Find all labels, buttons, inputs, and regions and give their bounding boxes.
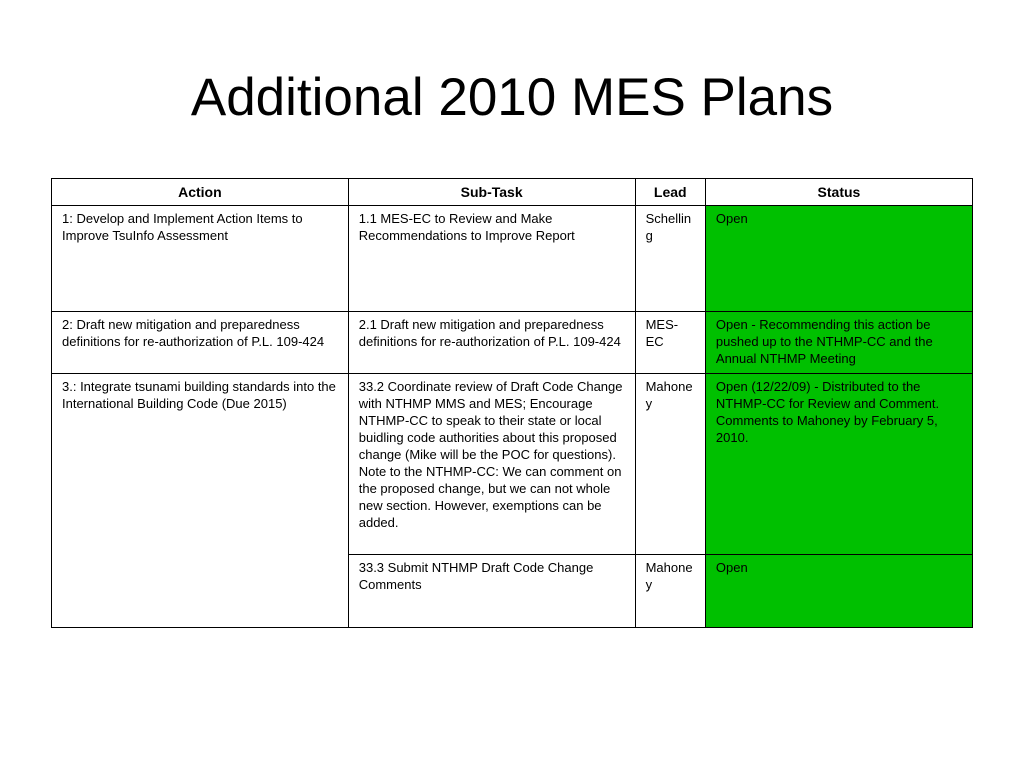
- status-cell: Open: [705, 206, 972, 312]
- lead-cell: MES-EC: [635, 312, 705, 374]
- header-lead: Lead: [635, 179, 705, 206]
- subtask-cell: 1.1 MES-EC to Review and Make Recommendations to Improve Report: [348, 206, 635, 312]
- header-status: Status: [705, 179, 972, 206]
- lead-cell: Mahoney: [635, 374, 705, 555]
- header-subtask: Sub-Task: [348, 179, 635, 206]
- subtask-cell: 2.1 Draft new mitigation and preparedness definitions for re-authorization of P.L. 109-424: [348, 312, 635, 374]
- subtask-cell: 33.3 Submit NTHMP Draft Code Change Comments: [348, 555, 635, 628]
- table-row: [52, 374, 973, 555]
- mes-plans-table: [51, 178, 973, 628]
- table-row: [52, 312, 973, 374]
- status-cell: Open (12/22/09) - Distributed to the NTHMP-CC for Review and Comment. Comments to Mahoney by February 5, 2010.: [705, 374, 972, 555]
- lead-cell: Mahoney: [635, 555, 705, 628]
- status-cell: Open - Recommending this action be pushed up to the NTHMP-CC and the Annual NTHMP Meeting: [705, 312, 972, 374]
- action-cell: 2: Draft new mitigation and preparedness definitions for re-authorization of P.L. 109-424: [52, 312, 349, 374]
- slide-title: Additional 2010 MES Plans: [190, 68, 834, 127]
- action-cell: 1: Develop and Implement Action Items to Improve TsuInfo Assessment: [52, 206, 349, 312]
- action-cell: 3.: Integrate tsunami building standards into the International Building Code (Due 2015): [52, 374, 349, 628]
- header-action: Action: [52, 179, 349, 206]
- table-header-row: [52, 179, 973, 206]
- lead-cell: Schelling: [635, 206, 705, 312]
- table-row: [52, 206, 973, 312]
- status-cell: Open: [705, 555, 972, 628]
- subtask-cell: 33.2 Coordinate review of Draft Code Change with NTHMP MMS and MES; Encourage NTHMP-CC to speak to their state or local buidling code authorities about this proposed change (Mike will be the POC for questions). Note to the NTHMP-CC: We can comment on the proposed change, but we can not whole new section. However, exemptions can be added.: [348, 374, 635, 555]
